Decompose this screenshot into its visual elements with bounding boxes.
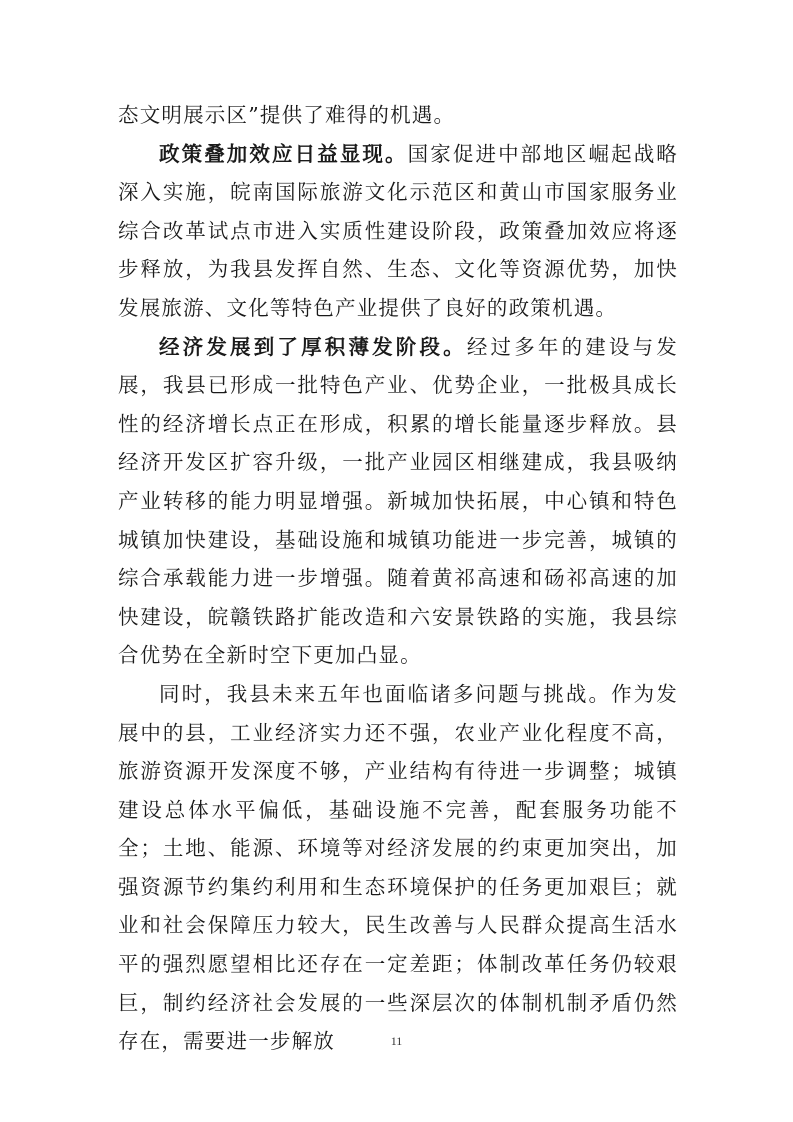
paragraph-policy-effects (118, 135, 678, 328)
paragraph-text: 经过多年的建设与发展，我县已形成一批特色产业、优势企业，一批极具成长性的经济增长点正在形成，积累的增长能量逐步释放。县经济开发区扩容升级，一批产业园区相继建成，我县吸纳产业转移的能力明显增强。新城加快拓展，中心镇和特色城镇加快建设，基础设施和城镇功能进一步完善，城镇的综合承载能力进一步增强。随着黄祁高速和砀祁高速的加快建设，皖赣铁路扩能改造和六安景铁路的实施，我县综合优势在全新时空下更加凸显。 (118, 334, 678, 668)
paragraph-text: 同时，我县未来五年也面临诸多问题与挑战。作为发展中的县，工业经济实力还不强，农业产业化程度不高，旅游资源开发深度不够，产业结构有待进一步调整；城镇建设总体水平偏低，基础设施不完善，配套服务功能不全；土地、能源、环境等对经济发展的约束更加突出，加强资源节约集约利用和生态环境保护的任务更加艰巨；就业和社会保障压力较大，民生改善与人民群众提高生活水平的强烈愿望相比还存在一定差距；体制改革任务仍较艰巨，制约经济社会发展的一些深层次的体制机制矛盾仍然存在，需要进一步解放 (118, 681, 678, 1054)
paragraph-text: 态文明展示区”提供了难得的机遇。 (118, 103, 456, 127)
paragraph-continuation (118, 96, 678, 135)
paragraph-lead-heading: 政策叠加效应日益显现。 (159, 141, 408, 166)
paragraph-challenges (118, 675, 678, 1061)
paragraph-lead-heading: 经济发展到了厚积薄发阶段。 (159, 334, 467, 359)
paragraph-text: 国家促进中部地区崛起战略深入实施，皖南国际旅游文化示范区和黄山市国家服务业综合改革试点市进入实质性建设阶段，政策叠加效应将逐步释放，为我县发挥自然、生态、文化等资源优势，加快发展旅游、文化等特色产业提供了良好的政策机遇。 (118, 141, 679, 320)
paragraph-economic-development (118, 328, 678, 675)
page-number: 11 (390, 1034, 403, 1048)
page-body (118, 96, 678, 1061)
